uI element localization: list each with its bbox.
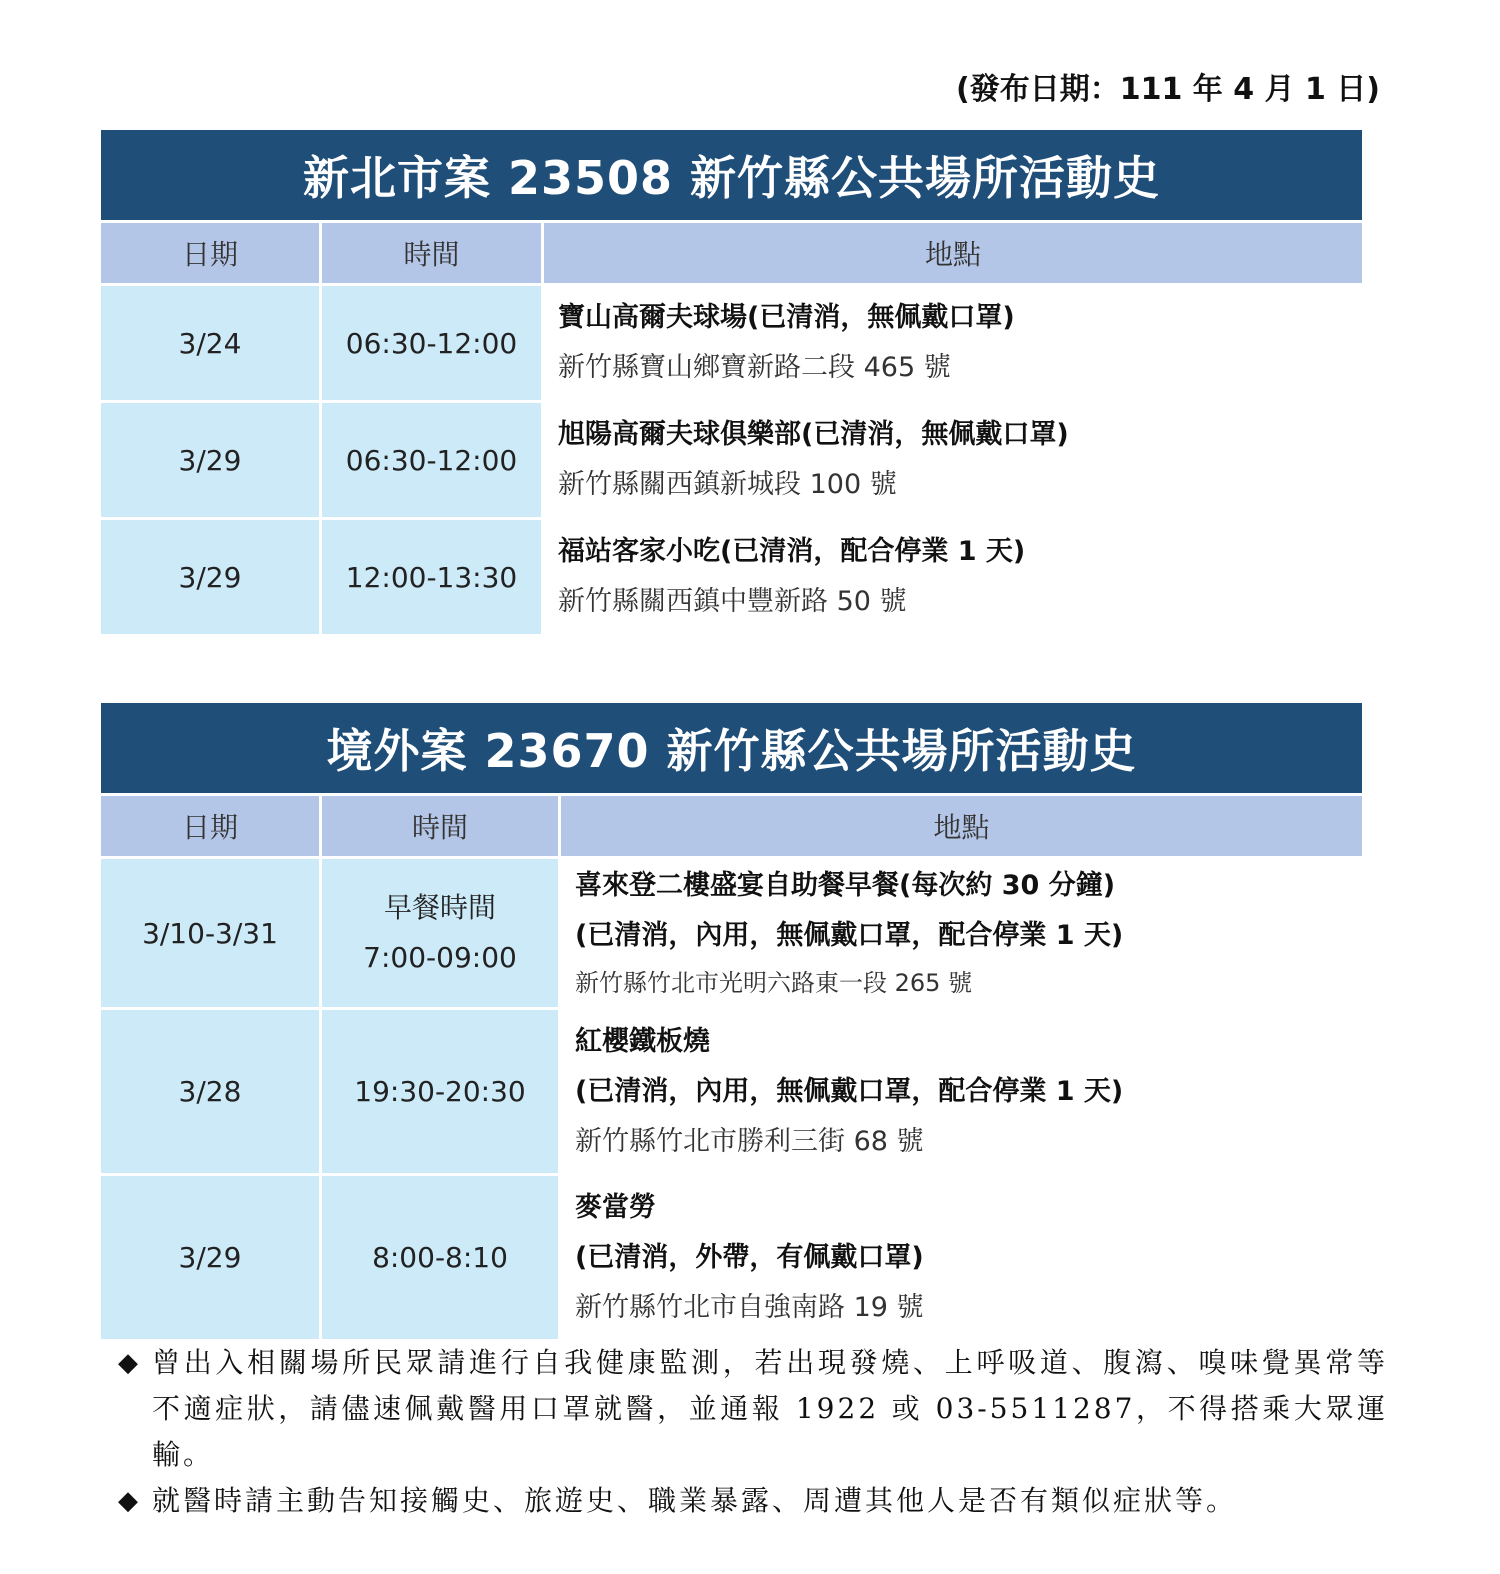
header-time: 時間 bbox=[322, 223, 541, 283]
header-date: 日期 bbox=[101, 223, 319, 283]
table-title: 新北市案 23508 新竹縣公共場所活動史 bbox=[101, 130, 1362, 220]
table-grid bbox=[101, 220, 1362, 634]
note-item bbox=[118, 1478, 1388, 1524]
place-address: 新竹縣竹北市光明六路東一段 265 號 bbox=[575, 969, 973, 997]
time-cell bbox=[322, 859, 558, 1007]
header-time: 時間 bbox=[322, 796, 558, 856]
place-note: (已清消，內用，無佩戴口罩，配合停業 1 天) bbox=[575, 920, 1124, 951]
table-grid bbox=[101, 793, 1362, 1339]
table-title: 境外案 23670 新竹縣公共場所活動史 bbox=[101, 703, 1362, 793]
place-name: 紅櫻鐵板燒 bbox=[575, 1025, 710, 1057]
date-cell: 3/24 bbox=[101, 286, 319, 400]
time-range: 7:00-09:00 bbox=[363, 941, 517, 974]
header-place: 地點 bbox=[561, 796, 1362, 856]
place-address: 新竹縣關西鎮新城段 100 號 bbox=[558, 469, 897, 500]
diamond-bullet-icon: ◆ bbox=[118, 1348, 138, 1378]
date-cell: 3/29 bbox=[101, 520, 319, 634]
place-cell bbox=[561, 1176, 1362, 1339]
place-name: 麥當勞 bbox=[575, 1191, 656, 1223]
place-cell bbox=[544, 286, 1362, 400]
note-text: 曾出入相關場所民眾請進行自我健康監測，若出現發燒、上呼吸道、腹瀉、嗅味覺異常等不適症狀，請儘速佩戴醫用口罩就醫，並通報 1922 或 03-5511287，不得搭乘大眾運輸。 bbox=[152, 1346, 1388, 1471]
activity-table-case-23670 bbox=[101, 703, 1362, 1339]
diamond-bullet-icon: ◆ bbox=[118, 1486, 138, 1516]
place-address: 新竹縣竹北市自強南路 19 號 bbox=[575, 1291, 924, 1323]
place-address: 新竹縣竹北市勝利三街 68 號 bbox=[575, 1125, 924, 1157]
header-place: 地點 bbox=[544, 223, 1362, 283]
activity-table-case-23508 bbox=[101, 130, 1362, 634]
place-name: 喜來登二樓盛宴自助餐早餐(每次約 30 分鐘) bbox=[575, 870, 1116, 901]
time-cell: 19:30-20:30 bbox=[322, 1010, 558, 1173]
time-cell: 06:30-12:00 bbox=[322, 403, 541, 517]
place-address: 新竹縣關西鎮中豐新路 50 號 bbox=[558, 586, 907, 617]
publish-date: (發布日期：111 年 4 月 1 日) bbox=[955, 72, 1380, 107]
place-note: (已清消，外帶，有佩戴口罩) bbox=[575, 1241, 924, 1273]
date-cell: 3/29 bbox=[101, 1176, 319, 1339]
time-label: 早餐時間 bbox=[383, 891, 496, 924]
place-cell bbox=[544, 403, 1362, 517]
place-cell bbox=[561, 859, 1362, 1007]
header-date: 日期 bbox=[101, 796, 319, 856]
note-item bbox=[118, 1340, 1388, 1478]
place-name: 旭陽高爾夫球俱樂部(已清消，無佩戴口罩) bbox=[558, 419, 1069, 450]
date-cell: 3/29 bbox=[101, 403, 319, 517]
time-cell: 12:00-13:30 bbox=[322, 520, 541, 634]
date-cell: 3/28 bbox=[101, 1010, 319, 1173]
place-name: 福站客家小吃(已清消，配合停業 1 天) bbox=[558, 536, 1026, 567]
note-text: 就醫時請主動告知接觸史、旅遊史、職業暴露、周遭其他人是否有類似症狀等。 bbox=[152, 1484, 1238, 1517]
time-cell: 06:30-12:00 bbox=[322, 286, 541, 400]
time-cell: 8:00-8:10 bbox=[322, 1176, 558, 1339]
health-notes bbox=[118, 1340, 1388, 1524]
place-cell bbox=[561, 1010, 1362, 1173]
place-cell bbox=[544, 520, 1362, 634]
date-cell: 3/10-3/31 bbox=[101, 859, 319, 1007]
place-address: 新竹縣寶山鄉寶新路二段 465 號 bbox=[558, 352, 951, 383]
place-note: (已清消，內用，無佩戴口罩，配合停業 1 天) bbox=[575, 1075, 1124, 1107]
place-name: 寶山高爾夫球場(已清消，無佩戴口罩) bbox=[558, 302, 1015, 333]
